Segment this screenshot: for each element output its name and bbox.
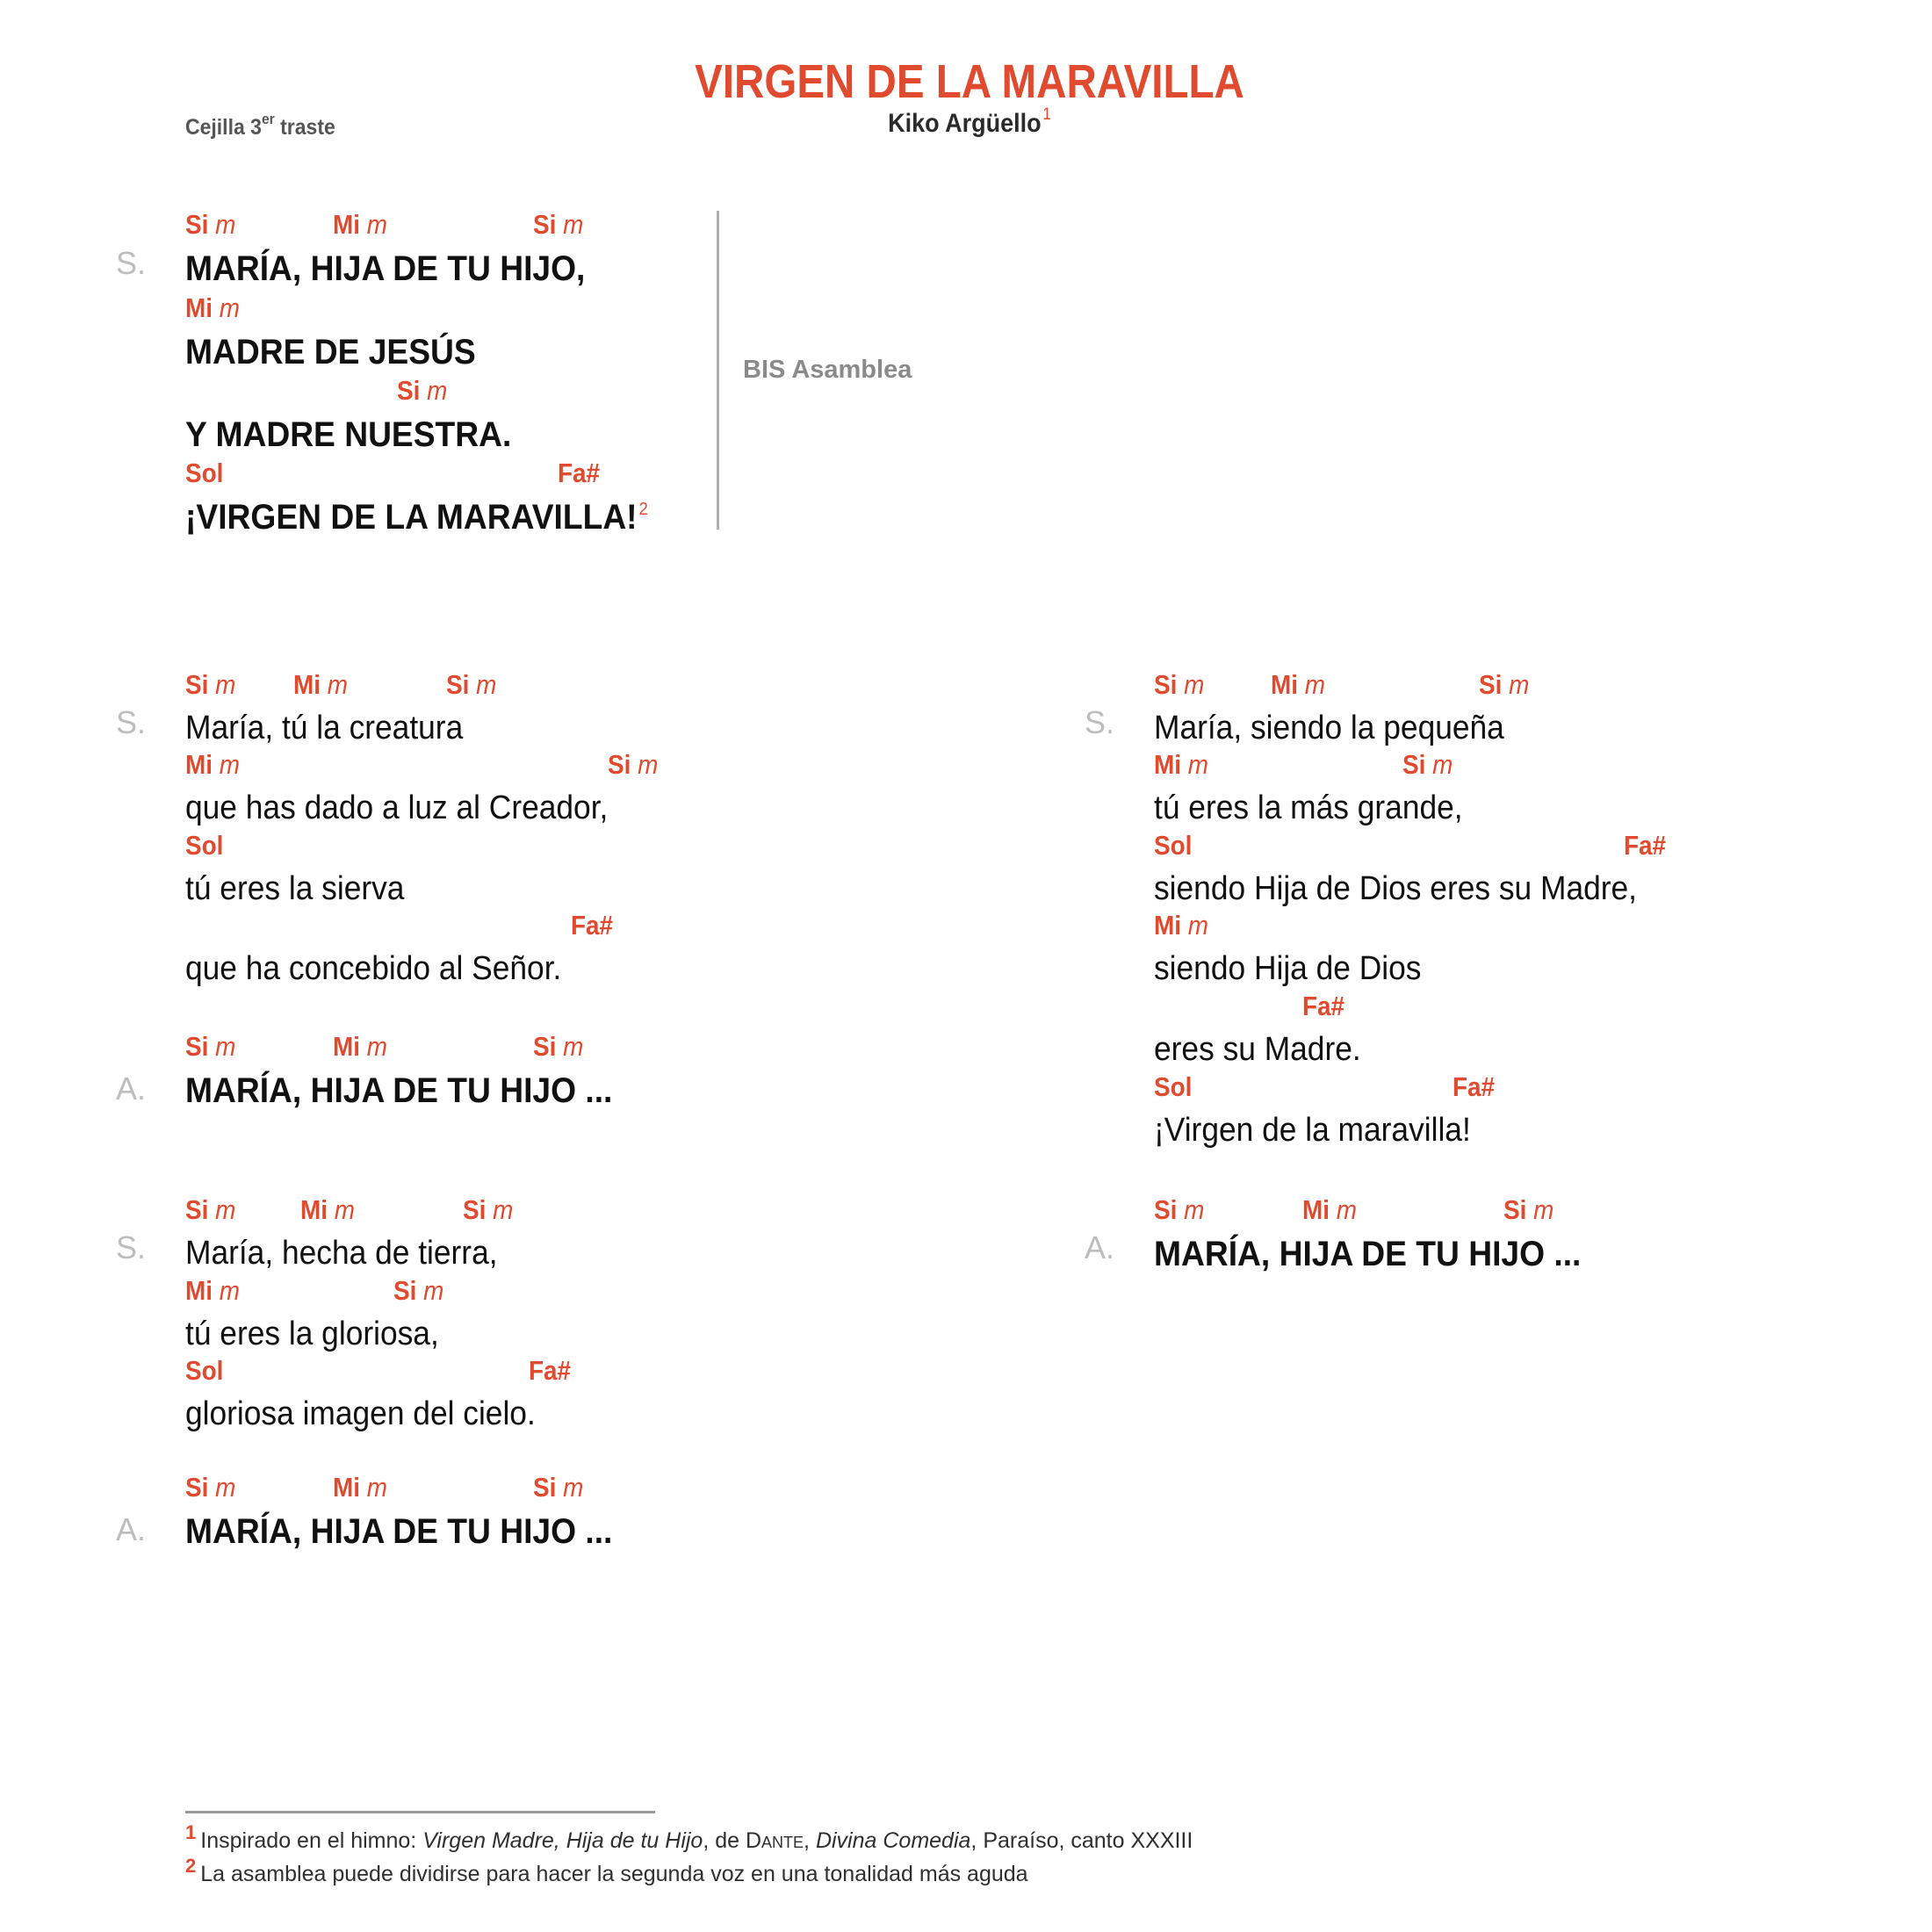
chord: Mi m bbox=[1154, 910, 1209, 941]
chord: Sol bbox=[185, 830, 224, 861]
lyric-line: tú eres la gloriosa, bbox=[185, 1316, 439, 1352]
part-label-assembly: A. bbox=[116, 1071, 147, 1107]
chord-line bbox=[185, 1031, 645, 1111]
chord: Si m bbox=[1479, 669, 1530, 700]
chord: Mi m bbox=[300, 1194, 356, 1225]
part-label-soloist: S. bbox=[116, 1229, 147, 1265]
song-title: VIRGEN DE LA MARAVILLA bbox=[695, 55, 1244, 108]
bis-bracket-divider bbox=[717, 211, 719, 530]
chord-line bbox=[1154, 991, 1376, 1069]
lyric-line: gloriosa imagen del cielo. bbox=[185, 1395, 536, 1432]
lyric-line: MARÍA, HIJA DE TU HIJO, bbox=[185, 249, 586, 288]
capo-prefix: Cejilla 3 bbox=[185, 115, 262, 140]
footnote-1: 1 Inspirado en el himno: Virgen Madre, Hija de tu Hijo, de Dante, Divina Comedia, Paraíso, canto XXXIII bbox=[185, 1821, 1193, 1853]
chord: Sol bbox=[1154, 830, 1193, 861]
chord-line bbox=[185, 1472, 645, 1552]
chord: Fa# bbox=[529, 1355, 572, 1386]
chord: Si m bbox=[446, 669, 497, 700]
chord: Si m bbox=[1154, 1194, 1205, 1225]
chord: Si m bbox=[608, 749, 659, 780]
chord-line bbox=[185, 1275, 458, 1353]
bis-asamblea-note: BIS Asamblea bbox=[743, 356, 912, 384]
chord-line bbox=[1154, 830, 1673, 908]
chord: Mi m bbox=[333, 209, 388, 240]
footnote-number: 1 bbox=[185, 1821, 197, 1843]
chord: Mi m bbox=[333, 1472, 388, 1503]
chord: Mi m bbox=[1271, 669, 1326, 700]
lyric-line: María, tú la creatura bbox=[185, 710, 464, 746]
chord: Si m bbox=[397, 375, 448, 406]
chord: Mi m bbox=[185, 292, 241, 323]
chord: Mi m bbox=[293, 669, 349, 700]
lyric-line: MARÍA, HIJA DE TU HIJO ... bbox=[185, 1071, 613, 1110]
part-label-soloist: S. bbox=[116, 704, 147, 740]
chord: Si m bbox=[533, 1031, 584, 1062]
capo-ordinal: er bbox=[261, 111, 275, 127]
chord-line bbox=[1154, 669, 1531, 747]
lyric-line: tú eres la más grande, bbox=[1154, 789, 1463, 826]
lyric-line: que has dado a luz al Creador, bbox=[185, 789, 609, 826]
chord: Mi m bbox=[1302, 1194, 1358, 1225]
lyric-line: que ha concebido al Señor. bbox=[185, 950, 562, 987]
chord-line bbox=[185, 458, 682, 537]
chord-line bbox=[185, 292, 498, 372]
chord: Mi m bbox=[185, 749, 241, 780]
footnote-ref-2[interactable]: 2 bbox=[638, 500, 648, 519]
chord: Fa# bbox=[1302, 991, 1345, 1021]
lyric-line: MARÍA, HIJA DE TU HIJO ... bbox=[1154, 1235, 1582, 1273]
chord: Si m bbox=[393, 1275, 444, 1306]
lyric-line: ¡Virgen de la maravilla! bbox=[1154, 1112, 1471, 1149]
lyric-line: María, siendo la pequeña bbox=[1154, 710, 1504, 746]
part-label-soloist: S. bbox=[1085, 704, 1115, 740]
chord-line bbox=[185, 910, 614, 988]
chord: Si m bbox=[1402, 749, 1453, 780]
chord: Fa# bbox=[558, 458, 601, 488]
chord-line bbox=[185, 1194, 521, 1272]
chord: Si m bbox=[463, 1194, 514, 1225]
lyric-line: siendo Hija de Dios bbox=[1154, 950, 1422, 987]
part-label-assembly: A. bbox=[116, 1511, 147, 1547]
lyric-line: siendo Hija de Dios eres su Madre, bbox=[1154, 870, 1638, 907]
capo-suffix: traste bbox=[274, 115, 335, 140]
chord: Fa# bbox=[1624, 830, 1667, 861]
lyric-line: ¡VIRGEN DE LA MARAVILLA!$^2$ bbox=[185, 498, 648, 537]
chord-line bbox=[185, 749, 659, 827]
chord-line bbox=[1154, 910, 1441, 988]
chord: Si m bbox=[185, 669, 236, 700]
lyric-line: eres su Madre. bbox=[1154, 1031, 1361, 1068]
chord: Fa# bbox=[571, 910, 614, 941]
chord: Si m bbox=[533, 209, 584, 240]
chord: Si m bbox=[1503, 1194, 1554, 1225]
lyric-line: tú eres la sierva bbox=[185, 870, 405, 907]
lyric-line: María, hecha de tierra, bbox=[185, 1235, 498, 1272]
chord: Si m bbox=[185, 209, 236, 240]
chord: Sol bbox=[1154, 1071, 1193, 1102]
chord: Fa# bbox=[1453, 1071, 1496, 1102]
part-label-soloist: S. bbox=[116, 245, 147, 281]
chord-line bbox=[185, 669, 497, 747]
chord-line bbox=[1154, 749, 1486, 827]
footnote-number: 2 bbox=[185, 1855, 197, 1877]
chord: Si m bbox=[1154, 669, 1205, 700]
chord-line bbox=[185, 209, 616, 289]
chord-line bbox=[185, 1355, 572, 1433]
chord-line bbox=[185, 375, 536, 455]
lyric-line: MADRE DE JESÚS bbox=[185, 333, 476, 371]
chord: Mi m bbox=[185, 1275, 241, 1306]
chord: Si m bbox=[185, 1472, 236, 1503]
song-author bbox=[97, 105, 1842, 139]
chord-line bbox=[185, 830, 421, 908]
chord: Si m bbox=[185, 1031, 236, 1062]
chord: Sol bbox=[185, 1355, 224, 1386]
chord: Mi m bbox=[333, 1031, 388, 1062]
chord: Sol bbox=[185, 458, 224, 488]
chord: Si m bbox=[185, 1194, 236, 1225]
chord: Si m bbox=[533, 1472, 584, 1503]
part-label-assembly: A. bbox=[1085, 1229, 1115, 1265]
footnote-divider bbox=[185, 1811, 655, 1813]
footnote-2: 2 La asamblea puede dividirse para hacer la segunda voz en una tonalidad más aguda bbox=[185, 1855, 1028, 1886]
lyric-line: MARÍA, HIJA DE TU HIJO ... bbox=[185, 1512, 613, 1551]
footnote-ref-1[interactable]: 1 bbox=[1042, 105, 1051, 124]
capo-note bbox=[185, 111, 335, 141]
chord-line bbox=[1154, 1071, 1495, 1150]
chord: Mi m bbox=[1154, 749, 1209, 780]
lyric-line: Y MADRE NUESTRA. bbox=[185, 415, 512, 454]
chord-line bbox=[1154, 1194, 1613, 1274]
author-name: Kiko Argüello bbox=[888, 109, 1042, 138]
